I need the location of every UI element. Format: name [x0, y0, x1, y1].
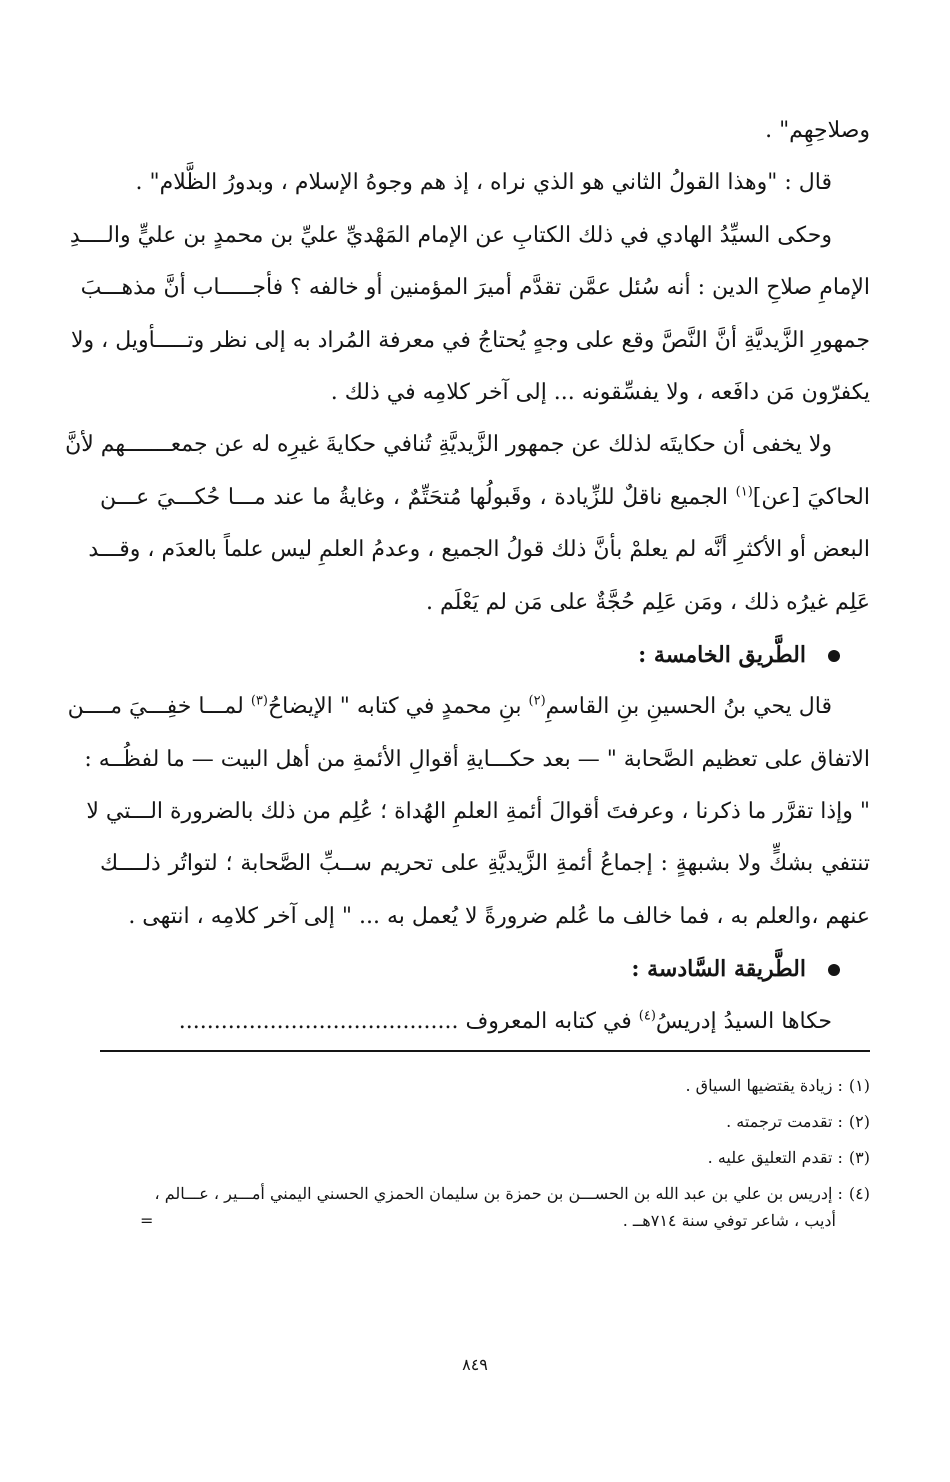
heading-text: الطَّريق الخامسة : [638, 641, 806, 668]
dotted-continuation: ........................................ [178, 1008, 459, 1034]
footnote-separator [100, 1050, 870, 1052]
footnote-text: : إدريس بن علي بن عبد الله بن الحســـن بن حمزة بن سليمان الحمزي الحسني اليمني أمـــير ، عـــالم ، [154, 1184, 843, 1203]
text-line [100, 164, 870, 202]
footnote-4-continuation [100, 1207, 870, 1234]
text-line [100, 112, 870, 150]
text-line [100, 584, 870, 622]
footnote-ref-4[interactable]: (٤) [638, 1008, 656, 1024]
page-number: ٨٤٩ [462, 1355, 488, 1374]
footnote-text: أديب ، شاعر توفي سنة ٧١٤هــ . [622, 1211, 836, 1230]
footnote-number: (٣) [848, 1148, 870, 1167]
bullet-icon [828, 964, 840, 976]
text-line [70, 322, 870, 360]
footnote-text: : تقدمت ترجمته . [726, 1112, 843, 1131]
text-line [100, 898, 870, 936]
footnote-text: : تقدم التعليق عليه . [707, 1148, 843, 1167]
text-line [80, 269, 870, 307]
footnote-4 [100, 1180, 870, 1207]
text-line [65, 426, 870, 464]
text-line-11c: لمـــا خفِـــيَ مــــن [67, 694, 251, 720]
text-line [100, 374, 870, 412]
text-line [100, 479, 870, 517]
text-line-7: ولا يخفى أن حكايتَه لذلك عن جمهور الزَّيديَّةِ تُنافي حكايةَ غيرِه له عن جمعـــــــهم لأنَّ [65, 432, 832, 458]
footnote-3 [100, 1144, 870, 1171]
footnote-2 [100, 1108, 870, 1135]
text-line-13: " وإذا تقرَّر ما ذكرنا ، وعرفتَ أقوالَ أئمةِ العلمِ الهُداة ؛ عُلِم من ذلك بالضرورة الـــتي لا [86, 799, 870, 825]
text-line-2: قال : "وهذا القولُ الثاني هو الذي نراه ، إذ هم وجوهُ الإسلام ، وبدورُ الظَّلام" . [135, 170, 832, 196]
text-line-15: عنهم ،والعلم به ، فما خالف ما عُلم ضرورةً لا يُعمل به ... " إلى آخر كلامِه ، انتهى . [128, 903, 870, 929]
text-line-8a: الحاكيَ [عن] [752, 484, 870, 510]
text-line-14: تنتفي بشكٍّ ولا بشبهةٍ : إجماعُ أئمةِ الزَّيديَّةِ على تحريم ســبِّ الصَّحابة ؛ لتواتُر ذلــــك [100, 851, 870, 877]
text-line [88, 531, 870, 569]
footnote-number: (٤) [848, 1184, 870, 1203]
text-line-12: الاتفاق على تعظيم الصَّحابة " — بعد حكـــايةِ أقوالِ الأئمةِ من أهل البيت — ما لفظُــه : [84, 746, 870, 772]
bullet-icon [828, 650, 840, 662]
text-line-9: البعض أو الأكثرِ أنَّه لم يعلمْ بأنَّ ذلك قولُ الجميع ، وعدمُ العلمِ ليس علماً بالعدَم ، وقـــد [88, 537, 870, 563]
text-line-16a: حكاها السيدُ إدريسُ [655, 1008, 832, 1034]
text-line [100, 1003, 870, 1041]
text-line-11b: بنِ محمدٍ في كتابه " الإيضاحُ [267, 694, 529, 720]
section-heading-5 [100, 636, 870, 674]
text-line [86, 793, 870, 831]
text-line-8b: الجميع ناقلٌ للزِّيادة ، وقَبولُها مُتحَتِّمٌ ، وغايةُ ما عند مـــا حُكـــيَ عـــن [100, 484, 736, 510]
text-line-10: عَلِم غيرُه ذلك ، ومَن عَلِم حُجَّةٌ على مَن لم يَعْلَم . [425, 589, 870, 615]
text-line [100, 845, 870, 883]
text-line-16b: في كتابه المعروف [458, 1008, 639, 1034]
footnote-number: (١) [848, 1076, 870, 1095]
footnote-ref-2[interactable]: (٢) [528, 693, 546, 709]
text-line-3: وحكى السيِّدُ الهادي في ذلك الكتابِ عن الإمام المَهْديِّ عليِّ بن محمدٍ بن عليٍّ والــــدِ [69, 222, 832, 248]
text-line-1: وصلاحِهِم" . [765, 118, 870, 143]
text-line-4: الإمامِ صلاحِ الدين : أنه سُئل عمَّن تقدَّم أميرَ المؤمنين أو خالفه ؟ فأجـــــاب أنَّ مذهـــبَ [80, 275, 870, 301]
main-text [65, 112, 870, 1055]
footnote-ref-3[interactable]: (٣) [250, 693, 268, 709]
text-line-5: جمهورِ الزَّيديَّةِ أنَّ النَّصَّ وقع على وجهٍ يُحتاجُ في معرفة المُراد به إلى نظر وتـــــأويل ، ولا [70, 327, 870, 353]
text-line-6: يكفرّون مَن دافَعه ، ولا يفسِّقونه ... إلى آخر كلامِه في ذلك . [330, 379, 870, 405]
text-line [69, 217, 870, 255]
footnotes [100, 1072, 870, 1234]
footnote-text: : زيادة يقتضيها السياق . [685, 1076, 843, 1095]
footnote-ref-1[interactable]: (١) [735, 484, 753, 500]
heading-text: الطَّريقة السَّادسة : [631, 956, 806, 983]
text-line [84, 741, 870, 779]
text-line [67, 688, 870, 726]
footnote-number: (٢) [848, 1112, 870, 1131]
text-line-11a: قال يحي بنُ الحسينِ بنِ القاسمِ [545, 694, 832, 720]
continuation-mark: = [140, 1211, 154, 1230]
footnote-1 [100, 1072, 870, 1099]
section-heading-6 [100, 950, 870, 988]
